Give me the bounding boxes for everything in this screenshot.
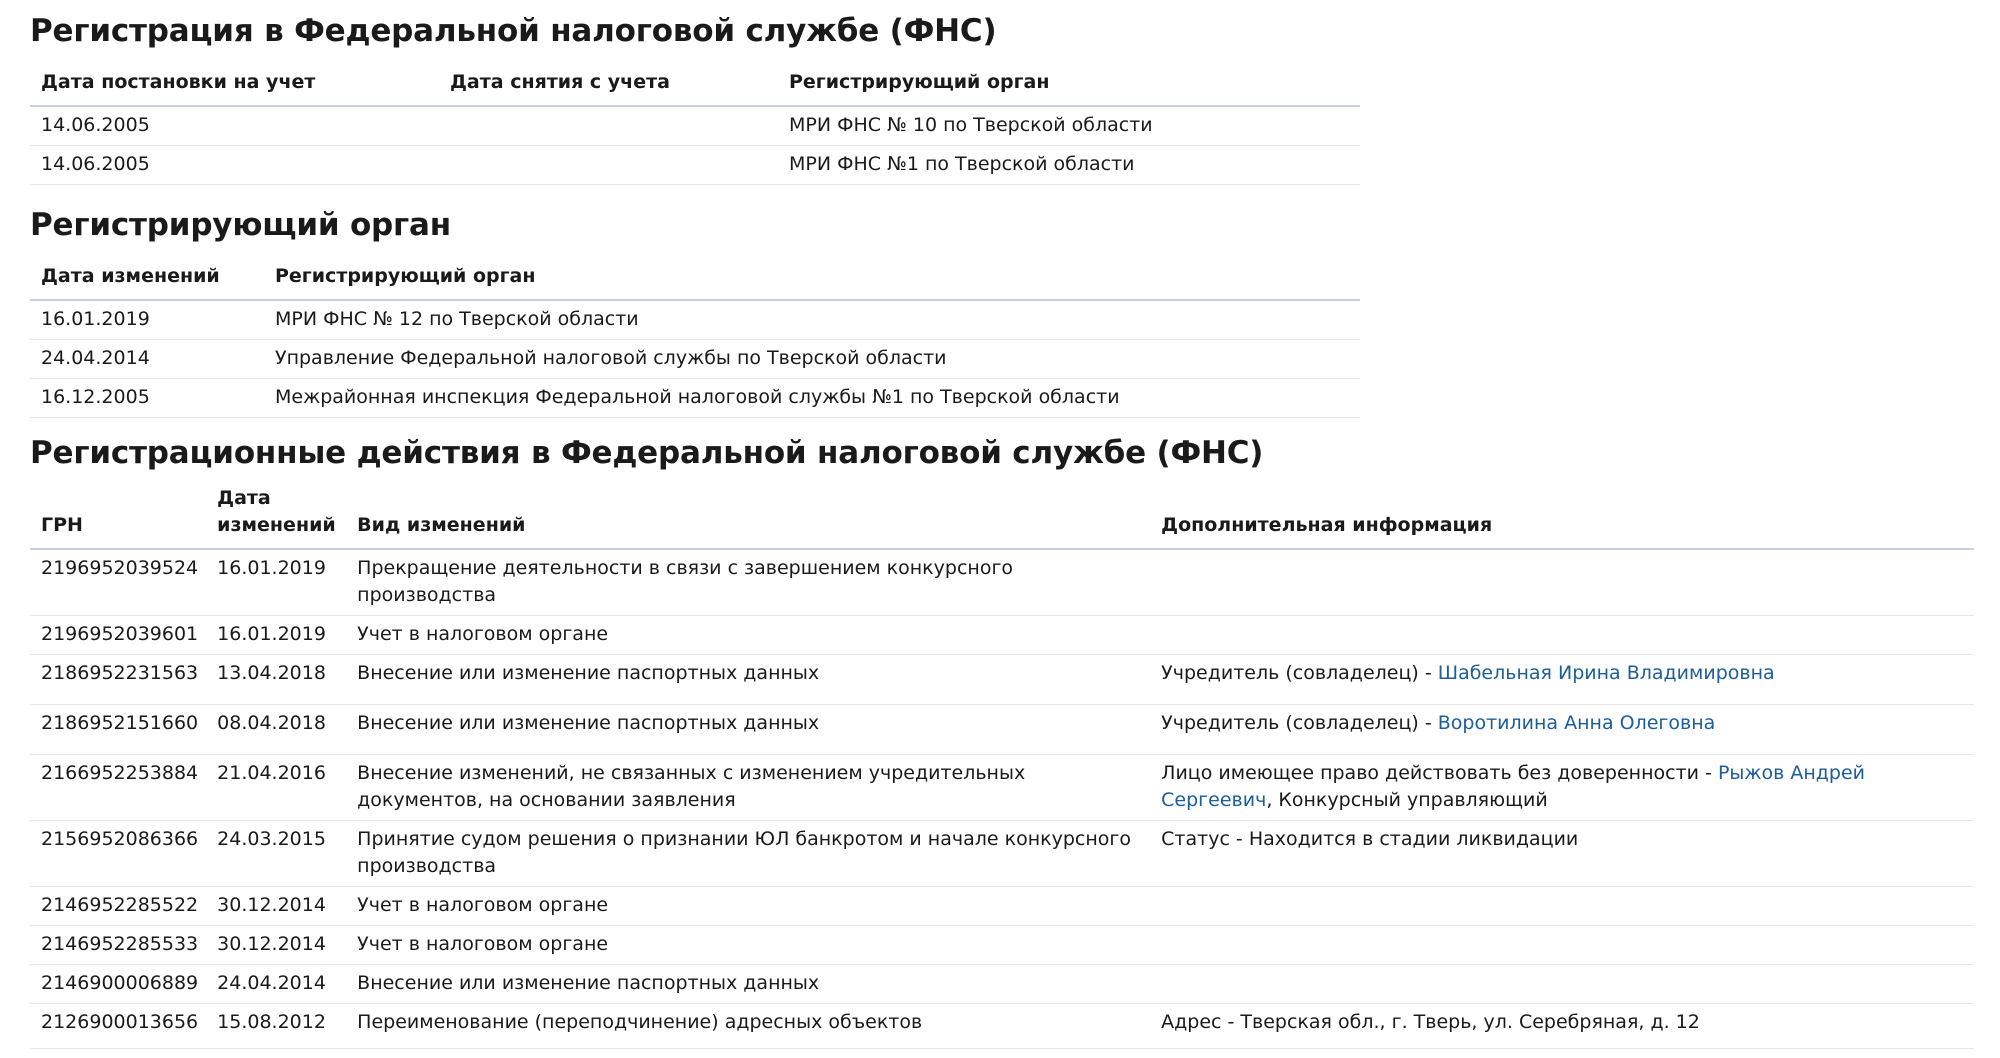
- registration-actions-table: [30, 485, 1974, 1049]
- date: 21.04.2016: [206, 755, 346, 821]
- date-out: [439, 146, 778, 185]
- info: [1150, 926, 1974, 965]
- person-link[interactable]: Рыжов Андрей Сергеевич: [1161, 762, 1866, 811]
- col-kind: Вид изменений: [346, 485, 1150, 549]
- kind: Внесение или изменение паспортных данных: [346, 655, 1150, 705]
- table-row: [30, 340, 1360, 379]
- info-suffix: , Конкурсный управляющий: [1266, 789, 1548, 811]
- date: 24.04.2014: [206, 965, 346, 1004]
- col-org: Регистрирующий орган: [778, 69, 1360, 106]
- date: 16.01.2019: [206, 549, 346, 616]
- table-row: [30, 300, 1360, 340]
- table-row: [30, 146, 1360, 185]
- table-row: [30, 821, 1974, 887]
- table-row: [30, 616, 1974, 655]
- person-link[interactable]: Шабельная Ирина Владимировна: [1437, 662, 1775, 684]
- registration-actions-title: Регистрационные действия в Федеральной налоговой службе (ФНС): [30, 435, 1264, 471]
- table-row: [30, 106, 1360, 146]
- table-row: [30, 655, 1974, 705]
- person-link[interactable]: Воротилина Анна Олеговна: [1437, 712, 1716, 734]
- col-date-in: Дата постановки на учет: [30, 69, 439, 106]
- kind: Принятие судом решения о признании ЮЛ банкротом и начале конкурсного производства: [346, 821, 1150, 887]
- table-row: [30, 549, 1974, 616]
- org: МРИ ФНС № 10 по Тверской области: [778, 106, 1360, 146]
- date: 16.01.2019: [30, 300, 264, 340]
- table-row: [30, 755, 1974, 821]
- org: МРИ ФНС № 12 по Тверской области: [264, 300, 1360, 340]
- kind: Прекращение деятельности в связи с завершением конкурсного производства: [346, 549, 1150, 616]
- grn: 2126900013656: [30, 1004, 206, 1049]
- date-in: 14.06.2005: [30, 106, 439, 146]
- registration-actions-section: [30, 435, 1974, 1049]
- table-row: [30, 926, 1974, 965]
- info: [1150, 705, 1974, 755]
- col-info: Дополнительная информация: [1150, 485, 1974, 549]
- date: 08.04.2018: [206, 705, 346, 755]
- info: [1150, 755, 1974, 821]
- org: МРИ ФНС №1 по Тверской области: [778, 146, 1360, 185]
- org: Межрайонная инспекция Федеральной налоговой службы №1 по Тверской области: [264, 379, 1360, 418]
- org: Управление Федеральной налоговой службы по Тверской области: [264, 340, 1360, 379]
- col-date-out: Дата снятия с учета: [439, 69, 778, 106]
- date: 24.03.2015: [206, 821, 346, 887]
- date: 30.12.2014: [206, 887, 346, 926]
- grn: 2146952285533: [30, 926, 206, 965]
- kind: Учет в налоговом органе: [346, 926, 1150, 965]
- table-row: [30, 379, 1360, 418]
- grn: 2156952086366: [30, 821, 206, 887]
- fns-registration-table: [30, 69, 1360, 185]
- grn: 2186952231563: [30, 655, 206, 705]
- table-row: [30, 965, 1974, 1004]
- fns-registration-section: [30, 13, 1360, 185]
- col-org: Регистрирующий орган: [264, 263, 1360, 300]
- info: [1150, 887, 1974, 926]
- info: [1150, 965, 1974, 1004]
- fns-registration-title: Регистрация в Федеральной налоговой службе (ФНС): [30, 13, 997, 49]
- date-in: 14.06.2005: [30, 146, 439, 185]
- grn: 2186952151660: [30, 705, 206, 755]
- info-prefix: Учредитель (совладелец) -: [1161, 712, 1438, 734]
- grn: 2146952285522: [30, 887, 206, 926]
- col-grn: ГРН: [30, 485, 206, 549]
- table-row: [30, 887, 1974, 926]
- col-date: [206, 485, 346, 549]
- info: [1150, 616, 1974, 655]
- grn: 2166952253884: [30, 755, 206, 821]
- info: Статус - Находится в стадии ликвидации: [1150, 821, 1974, 887]
- kind: Внесение или изменение паспортных данных: [346, 705, 1150, 755]
- grn: 2196952039524: [30, 549, 206, 616]
- col-date-line2: изменений: [217, 514, 336, 536]
- info: [1150, 655, 1974, 705]
- info: Адрес - Тверская обл., г. Тверь, ул. Серебряная, д. 12: [1150, 1004, 1974, 1049]
- kind: Переименование (переподчинение) адресных объектов: [346, 1004, 1150, 1049]
- date: 30.12.2014: [206, 926, 346, 965]
- info-prefix: Лицо имеющее право действовать без доверенности -: [1161, 762, 1718, 784]
- grn: 2196952039601: [30, 616, 206, 655]
- info-prefix: Учредитель (совладелец) -: [1161, 662, 1438, 684]
- registering-body-section: [30, 207, 1360, 418]
- kind: Внесение или изменение паспортных данных: [346, 965, 1150, 1004]
- date-out: [439, 106, 778, 146]
- date: 13.04.2018: [206, 655, 346, 705]
- table-row: [30, 705, 1974, 755]
- date: 24.04.2014: [30, 340, 264, 379]
- date: 15.08.2012: [206, 1004, 346, 1049]
- table-row: [30, 1004, 1974, 1049]
- col-date: Дата изменений: [30, 263, 264, 300]
- col-date-line1: Дата: [217, 487, 271, 509]
- kind: Внесение изменений, не связанных с изменением учредительных документов, на основании заявления: [346, 755, 1150, 821]
- registering-body-table: [30, 263, 1360, 418]
- date: 16.12.2005: [30, 379, 264, 418]
- registering-body-title: Регистрирующий орган: [30, 207, 451, 243]
- date: 16.01.2019: [206, 616, 346, 655]
- grn: 2146900006889: [30, 965, 206, 1004]
- kind: Учет в налоговом органе: [346, 616, 1150, 655]
- info: [1150, 549, 1974, 616]
- kind: Учет в налоговом органе: [346, 887, 1150, 926]
